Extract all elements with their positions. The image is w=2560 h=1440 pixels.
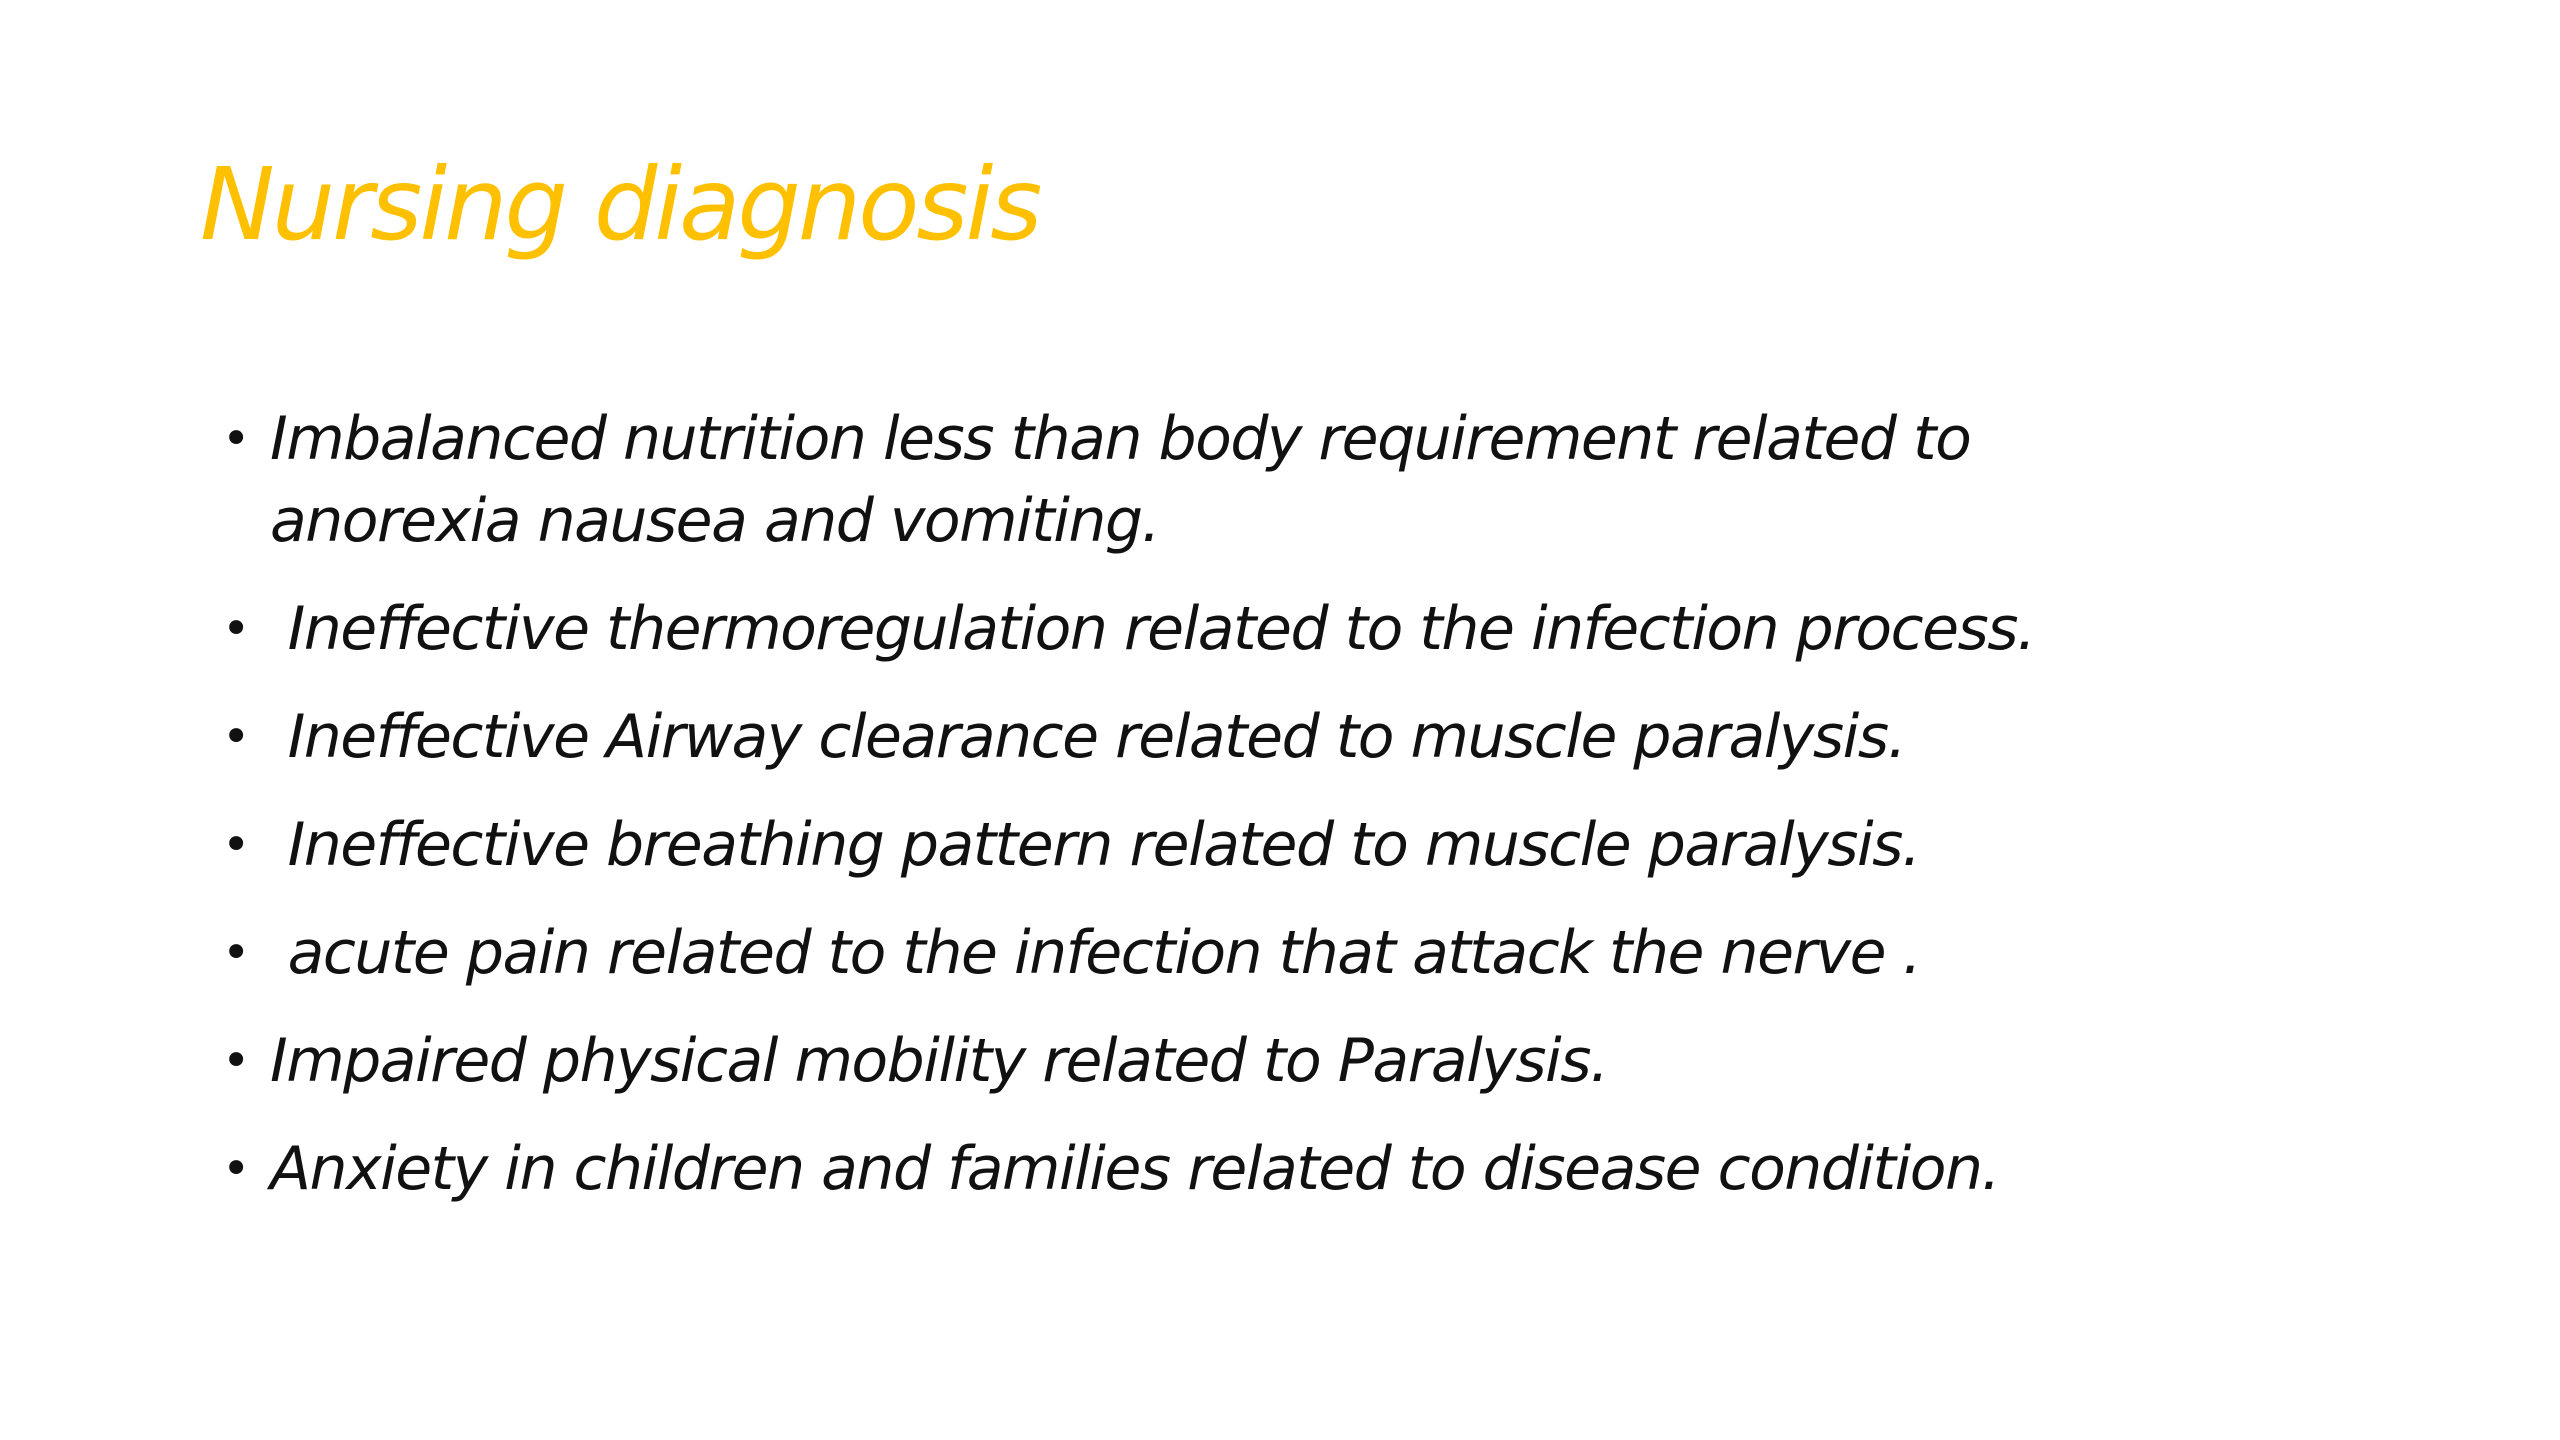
bullet-icon: • bbox=[222, 1033, 249, 1089]
list-item-text: Anxiety in children and families related to disease condition. bbox=[270, 1134, 2000, 1204]
bullet-icon: • bbox=[222, 1141, 249, 1197]
slide-title: Nursing diagnosis bbox=[200, 146, 1040, 263]
list-item bbox=[222, 912, 2462, 994]
bullet-icon: • bbox=[222, 411, 249, 467]
diagnosis-list bbox=[222, 398, 2462, 1236]
list-item-text: Imbalanced nutrition less than body requirement related to anorexia nausea and vomiting. bbox=[270, 404, 1988, 556]
list-item bbox=[222, 696, 2462, 778]
bullet-icon: • bbox=[222, 601, 249, 657]
list-item bbox=[222, 1128, 2462, 1210]
list-item-text: Ineffective breathing pattern related to muscle paralysis. bbox=[270, 810, 1920, 880]
bullet-icon: • bbox=[222, 925, 249, 981]
list-item bbox=[222, 804, 2462, 886]
list-item-text: Ineffective thermoregulation related to the infection process. bbox=[270, 594, 2035, 664]
bullet-icon: • bbox=[222, 709, 249, 765]
bullet-icon: • bbox=[222, 817, 249, 873]
list-item-text: acute pain related to the infection that attack the nerve . bbox=[270, 918, 1921, 988]
list-item-text: Ineffective Airway clearance related to muscle paralysis. bbox=[270, 702, 1906, 772]
list-item bbox=[222, 1020, 2462, 1102]
list-item-text: Impaired physical mobility related to Paralysis. bbox=[270, 1026, 1608, 1096]
list-item bbox=[222, 398, 2462, 562]
list-item bbox=[222, 588, 2462, 670]
